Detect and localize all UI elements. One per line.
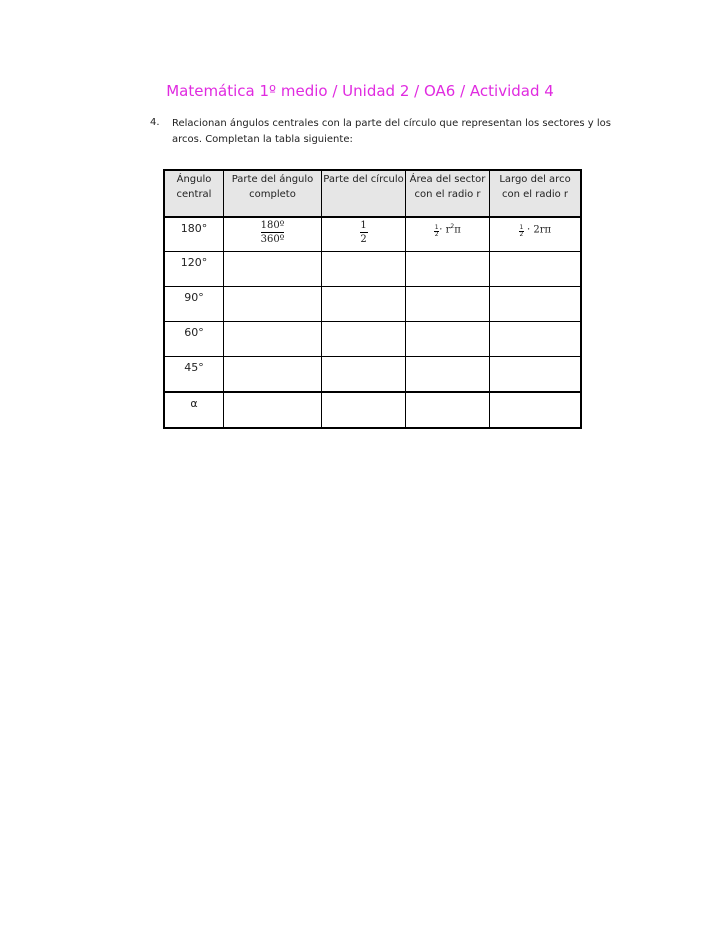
table-row: [164, 357, 581, 393]
header-part-circle: Parte del círculo: [322, 170, 406, 217]
fraction: $\frac{1}{2}$: [519, 224, 524, 238]
angle-cell: 60°: [164, 322, 224, 357]
table-header-row: [164, 170, 581, 217]
exercise-instructions: Relacionan ángulos centrales con la parte del círculo que representan los sectores y los arcos. Completan la tabla siguiente:: [172, 118, 611, 145]
empty-cell[interactable]: [490, 357, 582, 393]
header-central-angle: Ángulo central: [164, 170, 224, 217]
empty-cell[interactable]: [406, 287, 490, 322]
empty-cell[interactable]: [322, 287, 406, 322]
empty-cell[interactable]: [406, 322, 490, 357]
header-sector-area: Área del sector con el radio r: [406, 170, 490, 217]
empty-cell[interactable]: [406, 252, 490, 287]
angles-table: [163, 169, 582, 429]
fraction: $\frac{1}{2}$: [434, 224, 439, 238]
empty-cell[interactable]: [322, 392, 406, 428]
fraction: $\frac{\text{180º}}{\text{360º}}$: [260, 220, 285, 245]
empty-cell[interactable]: [224, 287, 322, 322]
empty-cell[interactable]: [406, 392, 490, 428]
empty-cell[interactable]: [490, 252, 582, 287]
empty-cell[interactable]: [490, 322, 582, 357]
empty-cell[interactable]: [224, 252, 322, 287]
arc-length-cell: $\frac{1}{2}$ · 2rπ: [490, 217, 582, 252]
empty-cell[interactable]: [406, 357, 490, 393]
empty-cell[interactable]: [322, 252, 406, 287]
empty-cell[interactable]: [224, 392, 322, 428]
angle-cell: α: [164, 392, 224, 428]
angle-cell: 90°: [164, 287, 224, 322]
empty-cell[interactable]: [490, 392, 582, 428]
table-row: [164, 217, 581, 252]
part-angle-cell: [224, 217, 322, 252]
angle-cell: 45°: [164, 357, 224, 393]
table-row: [164, 392, 581, 428]
angle-cell: 180°: [164, 217, 224, 252]
table-row: [164, 322, 581, 357]
part-circle-cell: [322, 217, 406, 252]
empty-cell[interactable]: [224, 357, 322, 393]
angle-cell: 120°: [164, 252, 224, 287]
sector-area-cell: $\frac{1}{2}$ · $r^2\pi$: [406, 217, 490, 252]
table-row: [164, 252, 581, 287]
exercise-number: 4.: [150, 117, 160, 128]
table-row: [164, 287, 581, 322]
empty-cell[interactable]: [224, 322, 322, 357]
empty-cell[interactable]: [322, 357, 406, 393]
empty-cell[interactable]: [322, 322, 406, 357]
fraction: $\frac{1}{2}$: [360, 220, 367, 245]
page-title: Matemática 1º medio / Unidad 2 / OA6 / Actividad 4: [166, 82, 554, 100]
empty-cell[interactable]: [490, 287, 582, 322]
header-arc-length: Largo del arco con el radio r: [490, 170, 582, 217]
header-part-full-angle: Parte del ángulo completo: [224, 170, 322, 217]
